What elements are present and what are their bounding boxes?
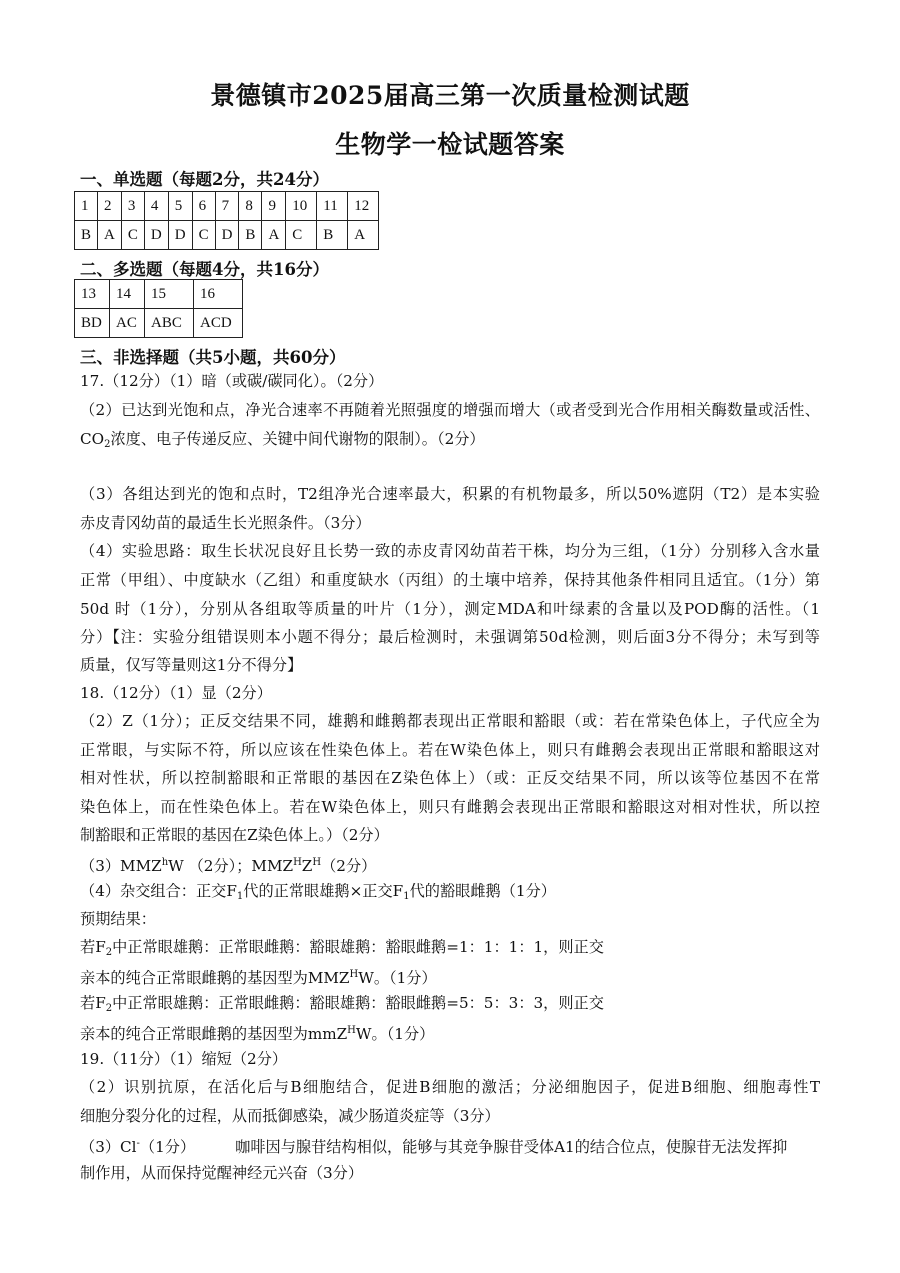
answer-cell: BD	[75, 309, 110, 338]
q18-line-6: 制豁眼和正常眼的基因在Z染色体上。）（2分）	[80, 826, 389, 844]
q17-line-6: （4）实验思路：取生长状况良好且长势一致的赤皮青冈幼苗若干株，均分为三组，（1分）分别移入含水量	[80, 542, 820, 560]
q17-line-8: 50d 时（1分），分别从各组取等质量的叶片（1分），测定MDA和叶绿素的含量以及POD酶的活性。（1	[80, 600, 820, 618]
answer-cell: C	[192, 221, 215, 250]
question-number-cell: 16	[194, 280, 243, 309]
question-number-cell: 7	[215, 192, 239, 221]
q19-line-5: 制作用，从而保持觉醒神经元兴奋（3分）	[80, 1164, 364, 1182]
question-number-cell: 13	[75, 280, 110, 309]
q19-line-3: 细胞分裂分化的过程，从而抵御感染，减少肠道炎症等（3分）	[80, 1107, 500, 1125]
section-3-heading: 三、非选择题（共5小题，共60分）	[80, 348, 346, 367]
answer-cell: D	[168, 221, 192, 250]
answer-cell: B	[317, 221, 348, 250]
answer-cell: ACD	[194, 309, 243, 338]
question-number-cell: 9	[262, 192, 286, 221]
q18-line-11: 亲本的纯合正常眼雌鹅的基因型为$MMZ^HW$。（1分）	[80, 969, 437, 987]
answer-cell: A	[98, 221, 122, 250]
q18-line-4: 相对性状，所以控制豁眼和正常眼的基因在Z染色体上）（或：正反交结果不同，所以该等位基因不在常	[80, 769, 820, 787]
q17-line-3: $CO_2$浓度、电子传递反应、关键中间代谢物的限制）。（2分）	[80, 430, 485, 450]
answer-cell: C	[121, 221, 144, 250]
q19-line-1: 19.（11分）（1）缩短（2分）	[80, 1050, 288, 1068]
answer-cell: B	[75, 221, 98, 250]
question-number-cell: 2	[98, 192, 122, 221]
q18-line-2: （2）Z（1分）；正反交结果不同，雄鹅和雌鹅都表现出正常眼和豁眼（或：若在常染色体上，子代应全为	[80, 712, 820, 730]
q17-line-10: 质量，仅写等量则这1分不得分】	[80, 656, 303, 674]
question-number-cell: 8	[239, 192, 262, 221]
question-number-cell: 10	[286, 192, 317, 221]
answer-cell: A	[262, 221, 286, 250]
q18-line-9: 预期结果：	[80, 910, 156, 928]
q17-line-2: （2）已达到光饱和点，净光合速率不再随着光照强度的增强而增大（或者受到光合作用相关酶数量或活性、	[80, 401, 820, 419]
q19-line-4: （3）Cl-（1分） 咖啡因与腺苷结构相似，能够与其竞争腺苷受体A1的结合位点，使腺苷无法发挥抑	[80, 1138, 788, 1156]
q18-line-10: 若$F_2$中正常眼雄鹅：正常眼雌鹅：豁眼雄鹅：豁眼雌鹅=1：1：1：1，则正交	[80, 938, 604, 958]
q18-line-5: 染色体上，而在性染色体上。若在W染色体上，则只有雌鹅会表现出正常眼和豁眼这对相对性状，所以控	[80, 798, 820, 816]
q19-line-2: （2）识别抗原，在活化后与B细胞结合，促进B细胞的激活；分泌细胞因子，促进B细胞、细胞毒性T	[80, 1078, 820, 1096]
question-number-cell: 11	[317, 192, 348, 221]
question-number-cell: 15	[145, 280, 194, 309]
section-2-heading: 二、多选题（每题4分，共16分）	[80, 260, 329, 279]
question-number-cell: 6	[192, 192, 215, 221]
q18-line-3: 正常眼，与实际不符，所以应该在性染色体上。若在W染色体上，则只有雌鹅会表现出正常眼和豁眼这对	[80, 741, 820, 759]
question-number-cell: 4	[144, 192, 168, 221]
q17-line-5: 赤皮青冈幼苗的最适生长光照条件。（3分）	[80, 514, 371, 532]
page-subtitle: 生物学一检试题答案	[335, 130, 565, 159]
section-1-heading: 一、单选题（每题2分，共24分）	[80, 170, 329, 189]
question-number-cell: 12	[348, 192, 379, 221]
multi-choice-answer-table	[74, 279, 243, 338]
q18-line-8: （4）杂交组合：正交$F_1$代的正常眼雄鹅×正交$F_1$代的豁眼雌鹅（1分）	[80, 882, 556, 902]
q17-line-4: （3）各组达到光的饱和点时，T2组净光合速率最大，积累的有机物最多，所以50%遮阴（T2）是本实验	[80, 485, 820, 503]
question-number-cell: 1	[75, 192, 98, 221]
answer-cell: ABC	[145, 309, 194, 338]
answer-cell: D	[215, 221, 239, 250]
q18-line-7: （3）MMZ$^h$W （2分）；$MMZ^HZ^H(2$分）	[80, 857, 377, 875]
page-title: 景德镇市2025届高三第一次质量检测试题	[210, 81, 690, 110]
q17-line-1: 17.（12分）（1）暗（或碳/碳同化）。（2分）	[80, 372, 384, 390]
q18-line-1: 18.（12分）（1）显（2分）	[80, 684, 272, 702]
question-number-cell: 3	[121, 192, 144, 221]
answer-cell: A	[348, 221, 379, 250]
answer-cell: AC	[110, 309, 145, 338]
answer-cell: C	[286, 221, 317, 250]
question-number-cell: 14	[110, 280, 145, 309]
answer-cell: D	[144, 221, 168, 250]
q17-line-7: 正常（甲组）、中度缺水（乙组）和重度缺水（丙组）的土壤中培养，保持其他条件相同且适宜。（1分）第	[80, 571, 820, 589]
single-choice-answer-table	[74, 191, 379, 250]
q17-line-9: 分）【注：实验分组错误则本小题不得分；最后检测时，未强调第50d检测，则后面3分不得分；未写到等	[80, 628, 820, 646]
question-number-cell: 5	[168, 192, 192, 221]
q18-line-12: 若$F_2$中正常眼雄鹅：正常眼雌鹅：豁眼雄鹅：豁眼雌鹅=5：5：3：3，则正交	[80, 994, 604, 1014]
answer-cell: B	[239, 221, 262, 250]
q18-line-13: 亲本的纯合正常眼雌鹅的基因型为mmZ$^H$W。（1分）	[80, 1025, 435, 1043]
